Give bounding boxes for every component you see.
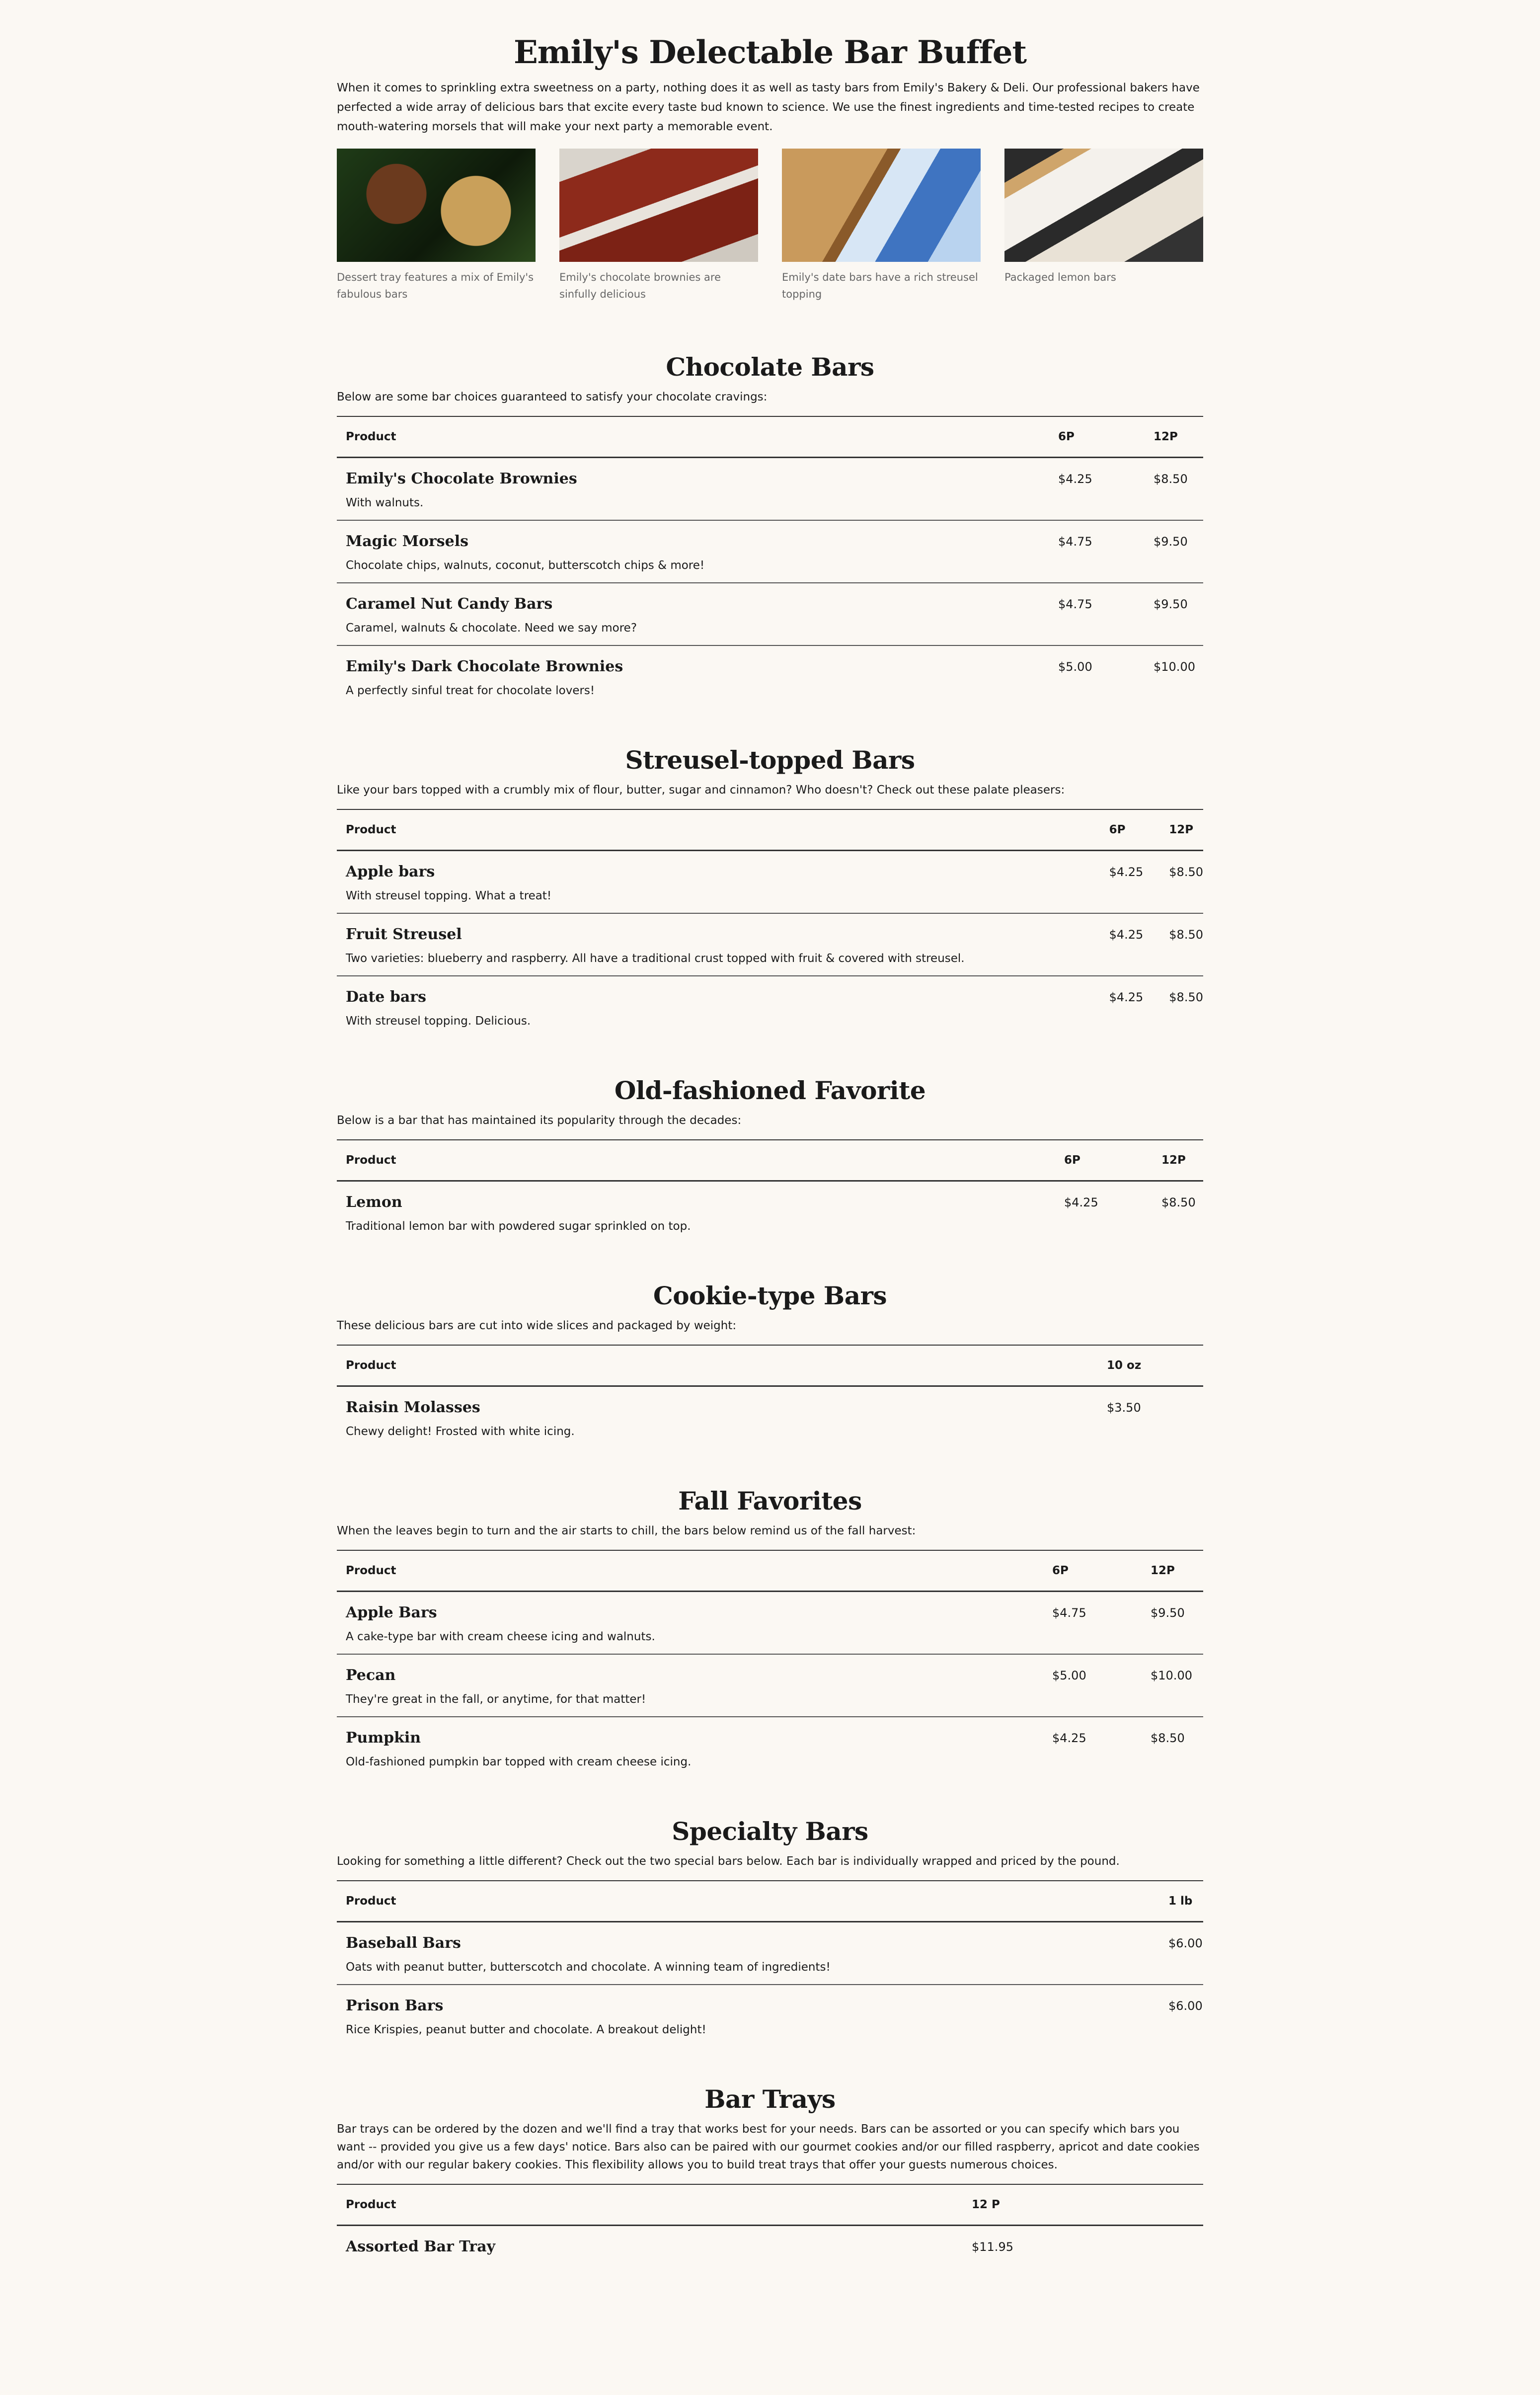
price-6p: $4.25: [1100, 913, 1160, 976]
table-header-row: [337, 1550, 1203, 1592]
product-description: Oats with peanut butter, butterscotch and chocolate. A winning team of ingredients!: [346, 1961, 831, 1974]
brownies-photo[interactable]: [559, 149, 758, 262]
price-table: [337, 2184, 1203, 2265]
photo-caption: Dessert tray features a mix of Emily's fabulous bars: [337, 271, 534, 300]
table-row: [337, 1717, 1203, 1779]
col-header-10oz: 10 oz: [1098, 1345, 1203, 1386]
price-12p: $10.00: [1154, 660, 1195, 674]
section-heading: Cookie-type Bars: [653, 1281, 887, 1310]
price-12p: $9.50: [1145, 520, 1203, 583]
price-6p: $4.75: [1049, 520, 1145, 583]
table-row: [337, 1922, 1203, 1985]
price-table: [337, 1139, 1203, 1243]
price-6p: $4.25: [1109, 990, 1144, 1004]
table-row: [337, 2226, 1203, 2265]
product-description: With streusel topping. What a treat!: [346, 889, 552, 902]
col-header-6p: 6P: [1043, 1550, 1142, 1592]
section-heading: Specialty Bars: [672, 1817, 868, 1846]
price-table: [337, 809, 1203, 1038]
product-name: Prison Bars: [346, 1997, 444, 2014]
price-12p: $8.50: [1160, 913, 1203, 976]
price-6p: $4.25: [1052, 1731, 1086, 1745]
product-name: Assorted Bar Tray: [346, 2238, 496, 2255]
price-12p: $8.50: [1151, 1731, 1185, 1745]
product-name: Fruit Streusel: [346, 926, 462, 943]
section-lead: Like your bars topped with a crumbly mix of flour, butter, sugar and cinnamon? Who doesn't? Check out these palate pleasers:: [337, 784, 1065, 797]
price-6p: $4.25: [1064, 1196, 1098, 1209]
gallery-item: [337, 149, 536, 303]
table-header-row: [337, 1345, 1203, 1386]
section-lead: When the leaves begin to turn and the air starts to chill, the bars below remind us of the fall harvest:: [337, 1524, 916, 1537]
product-name: Baseball Bars: [346, 1934, 461, 1952]
col-header-6p: 6P: [1100, 809, 1160, 851]
price-1lb: $6.00: [1168, 1999, 1203, 2013]
table-header-row: [337, 416, 1203, 458]
gallery-item: [1004, 149, 1203, 303]
product-description: Old-fashioned pumpkin bar topped with cream cheese icing.: [346, 1756, 692, 1768]
price-6p: $5.00: [1043, 1654, 1142, 1717]
product-name: Pumpkin: [346, 1729, 421, 1747]
intro-text: When it comes to sprinkling extra sweetness on a party, nothing does it as well as tasty bars from Emily's Bakery & Deli. Our professional bakers have perfected a wide array of delicious bars that excite every taste bud known to science. We use the finest ingredients and time-tested recipes to create mouth-watering morsels that will make your next party a memorable event.: [337, 81, 1200, 133]
section-heading: Fall Favorites: [678, 1486, 862, 1516]
table-row: [337, 520, 1203, 583]
gallery-item: [559, 149, 758, 303]
product-name: Raisin Molasses: [346, 1399, 480, 1416]
col-header-12p: 12 P: [963, 2184, 1203, 2226]
col-header-product: Product: [337, 2184, 963, 2226]
cookie-bars-section: [337, 1278, 1203, 1448]
table-row: [337, 976, 1203, 1038]
product-name: Apple bars: [346, 863, 435, 880]
price-12p: $10.00: [1142, 1654, 1203, 1717]
col-header-product: Product: [337, 416, 1049, 458]
product-description: Chewy delight! Frosted with white icing.: [346, 1425, 575, 1438]
product-description: With streusel topping. Delicious.: [346, 1015, 531, 1028]
product-name: Date bars: [346, 988, 426, 1006]
price-12p: $11.95: [972, 2240, 1013, 2254]
bar-trays-section: [337, 2081, 1203, 2265]
price-6p: $4.75: [1043, 1592, 1142, 1655]
product-description: Caramel, walnuts & chocolate. Need we say more?: [346, 622, 637, 635]
price-table: [337, 1345, 1203, 1448]
product-name: Emily's Chocolate Brownies: [346, 470, 577, 487]
product-description: With walnuts.: [346, 496, 424, 509]
col-header-6p: 6P: [1049, 416, 1145, 458]
fall-favorites-section: [337, 1483, 1203, 1779]
table-row: [337, 458, 1203, 521]
table-row: [337, 645, 1203, 708]
section-heading: Streusel-topped Bars: [625, 745, 915, 775]
product-description: Chocolate chips, walnuts, coconut, butterscotch chips & more!: [346, 559, 705, 572]
old-fashioned-section: [337, 1073, 1203, 1243]
table-row: [337, 1386, 1203, 1449]
date-bars-photo[interactable]: [782, 149, 981, 262]
col-header-6p: 6P: [1055, 1140, 1153, 1181]
product-name: Caramel Nut Candy Bars: [346, 595, 553, 613]
specialty-bars-section: [337, 1814, 1203, 2047]
photo-gallery: [337, 149, 1203, 303]
table-row: [337, 851, 1203, 914]
product-name: Magic Morsels: [346, 533, 469, 550]
price-12p: $8.50: [1145, 458, 1203, 521]
lemon-bars-photo[interactable]: [1004, 149, 1203, 262]
section-lead: Looking for something a little different? Check out the two special bars below. Each bar is individually wrapped and priced by the pound.: [337, 1855, 1120, 1868]
table-row: [337, 1985, 1203, 2047]
price-6p: $4.75: [1049, 583, 1145, 645]
col-header-product: Product: [337, 1345, 1098, 1386]
section-lead: These delicious bars are cut into wide slices and packaged by weight:: [337, 1319, 737, 1332]
price-12p: $9.50: [1142, 1592, 1203, 1655]
product-name: Apple Bars: [346, 1604, 437, 1621]
product-description: A perfectly sinful treat for chocolate lovers!: [346, 684, 595, 697]
col-header-product: Product: [337, 1550, 1043, 1592]
price-table: [337, 416, 1203, 708]
col-header-product: Product: [337, 809, 1100, 851]
price-12p: $8.50: [1161, 1196, 1196, 1209]
price-1lb: $6.00: [1159, 1922, 1203, 1985]
photo-caption: Packaged lemon bars: [1004, 271, 1116, 283]
product-description: Rice Krispies, peanut butter and chocolate. A breakout delight!: [346, 2023, 706, 2036]
table-row: [337, 583, 1203, 645]
table-header-row: [337, 2184, 1203, 2226]
price-6p: $4.25: [1100, 851, 1160, 914]
table-row: [337, 1181, 1203, 1244]
col-header-12p: 12P: [1145, 416, 1203, 458]
streusel-bars-section: [337, 742, 1203, 1038]
section-heading: Chocolate Bars: [666, 352, 874, 382]
section-heading: Bar Trays: [704, 2084, 836, 2114]
page: [337, 0, 1203, 2265]
product-description: Traditional lemon bar with powdered sugar sprinkled on top.: [346, 1220, 691, 1233]
table-row: [337, 1654, 1203, 1717]
section-heading: Old-fashioned Favorite: [614, 1076, 926, 1105]
price-10oz: $3.50: [1107, 1401, 1141, 1415]
price-6p: $4.25: [1049, 458, 1145, 521]
col-header-product: Product: [337, 1881, 1159, 1922]
product-name: Emily's Dark Chocolate Brownies: [346, 658, 623, 675]
col-header-12p: 12P: [1153, 1140, 1203, 1181]
price-table: [337, 1880, 1203, 2047]
table-header-row: [337, 1881, 1203, 1922]
photo-caption: Emily's date bars have a rich streusel topping: [782, 271, 978, 300]
price-12p: $8.50: [1160, 851, 1203, 914]
col-header-1lb: 1 lb: [1159, 1881, 1203, 1922]
price-12p: $9.50: [1145, 583, 1203, 645]
product-description: A cake-type bar with cream cheese icing and walnuts.: [346, 1630, 655, 1643]
chocolate-bars-section: [337, 349, 1203, 708]
product-name: Pecan: [346, 1667, 396, 1684]
section-lead: Bar trays can be ordered by the dozen and we'll find a tray that works best for your needs. Bars can be assorted or you can specify which bars you want -- provided you give us a few days' notice. Bars also can be paired with our gourmet cookies and/or our filled raspberry, apricot and date cookies and/or with our regular bakery cookies. This flexibility allows you to build treat trays that offer your guests numerous choices.: [337, 2123, 1200, 2171]
table-header-row: [337, 1140, 1203, 1181]
price-12p: $8.50: [1169, 990, 1203, 1004]
col-header-12p: 12P: [1142, 1550, 1203, 1592]
price-table: [337, 1550, 1203, 1779]
price-6p: $5.00: [1058, 660, 1092, 674]
product-name: Lemon: [346, 1194, 402, 1211]
product-description: Two varieties: blueberry and raspberry. All have a traditional crust topped with fruit & covered with streusel.: [346, 952, 965, 965]
section-lead: Below is a bar that has maintained its popularity through the decades:: [337, 1114, 742, 1127]
table-row: [337, 913, 1203, 976]
dessert-tray-photo[interactable]: [337, 149, 536, 262]
section-lead: Below are some bar choices guaranteed to satisfy your chocolate cravings:: [337, 391, 768, 403]
table-row: [337, 1592, 1203, 1655]
gallery-item: [782, 149, 981, 303]
table-header-row: [337, 809, 1203, 851]
col-header-12p: 12P: [1160, 809, 1203, 851]
col-header-product: Product: [337, 1140, 1055, 1181]
photo-caption: Emily's chocolate brownies are sinfully delicious: [559, 271, 721, 300]
product-description: They're great in the fall, or anytime, for that matter!: [346, 1693, 646, 1706]
page-title: Emily's Delectable Bar Buffet: [513, 34, 1027, 71]
